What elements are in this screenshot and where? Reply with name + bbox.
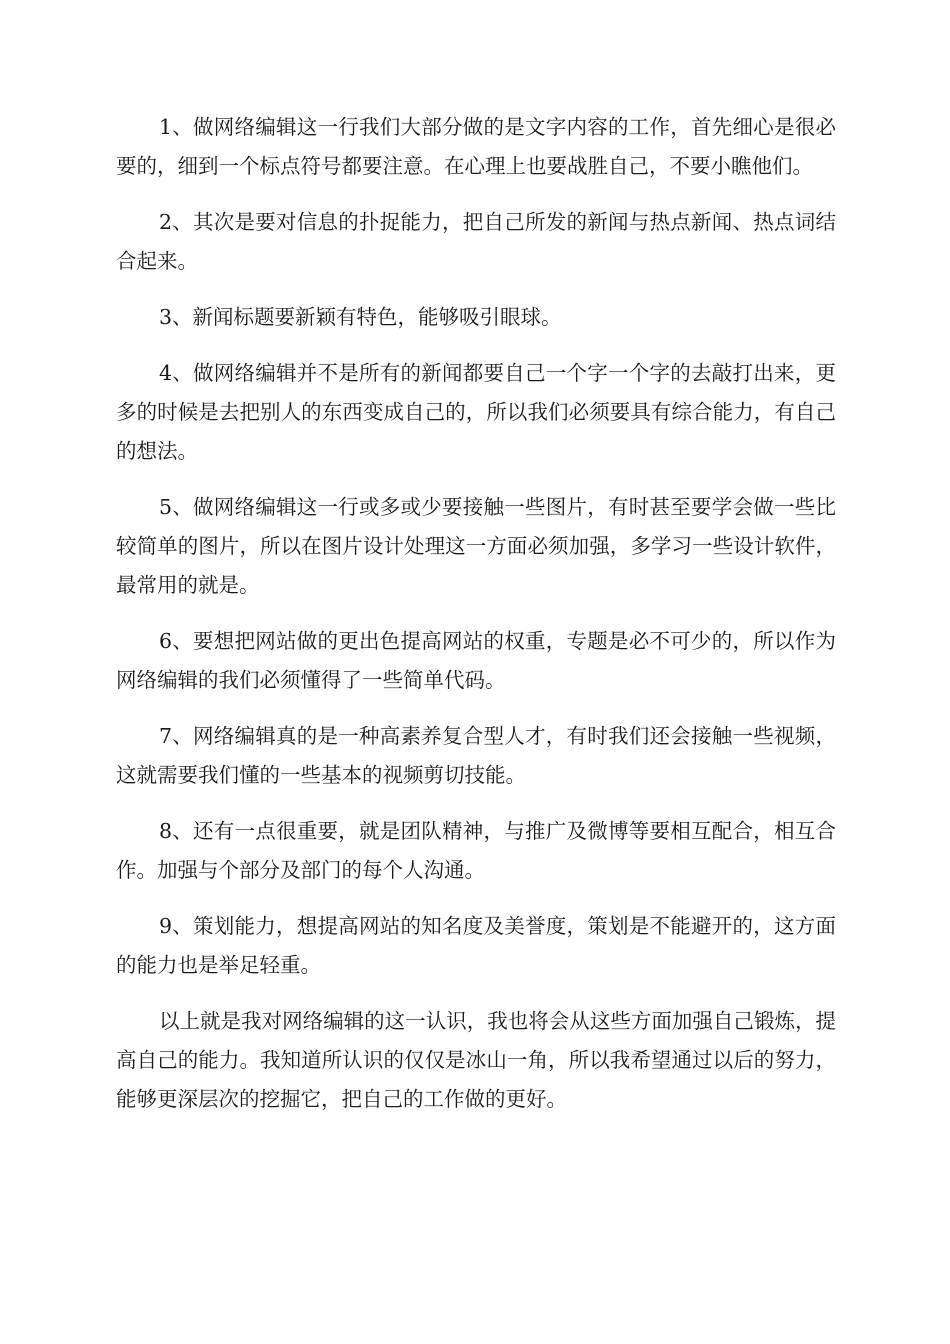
conclusion-paragraph: 以上就是我对网络编辑的这一认识，我也将会从这些方面加强自己锻炼，提高自己的能力。我知道所认识的仅仅是冰山一角，所以我希望通过以后的努力，能够更深层次的挖掘它，把自己的工作做的更好。	[116, 1009, 836, 1111]
paragraph-7: 7、网络编辑真的是一种高素养复合型人才，有时我们还会接触一些视频，这就需要我们懂的一些基本的视频剪切技能。	[116, 724, 836, 787]
paragraph-5: 5、做网络编辑这一行或多或少要接触一些图片，有时甚至要学会做一些比较简单的图片，所以在图片设计处理这一方面必须加强，多学习一些设计软件，最常用的就是。	[116, 495, 836, 597]
paragraph-6: 6、要想把网站做的更出色提高网站的权重，专题是必不可少的，所以作为网络编辑的我们必须懂得了一些简单代码。	[116, 629, 836, 692]
paragraph-9: 9、策划能力，想提高网站的知名度及美誉度，策划是不能避开的，这方面的能力也是举足轻重。	[116, 914, 836, 977]
paragraph-1: 1、做网络编辑这一行我们大部分做的是文字内容的工作，首先细心是很必要的，细到一个标点符号都要注意。在心理上也要战胜自己，不要小瞧他们。	[116, 115, 836, 178]
paragraph-2: 2、其次是要对信息的扑捉能力，把自己所发的新闻与热点新闻、热点词结合起来。	[116, 210, 836, 273]
paragraph-4: 4、做网络编辑并不是所有的新闻都要自己一个字一个字的去敲打出来，更多的时候是去把别人的东西变成自己的，所以我们必须要具有综合能力，有自己的想法。	[116, 361, 836, 463]
paragraph-3: 3、新闻标题要新颖有特色，能够吸引眼球。	[159, 305, 562, 329]
paragraph-8: 8、还有一点很重要，就是团队精神，与推广及微博等要相互配合，相互合作。加强与个部分及部门的每个人沟通。	[116, 819, 836, 882]
document-body	[116, 108, 836, 1136]
